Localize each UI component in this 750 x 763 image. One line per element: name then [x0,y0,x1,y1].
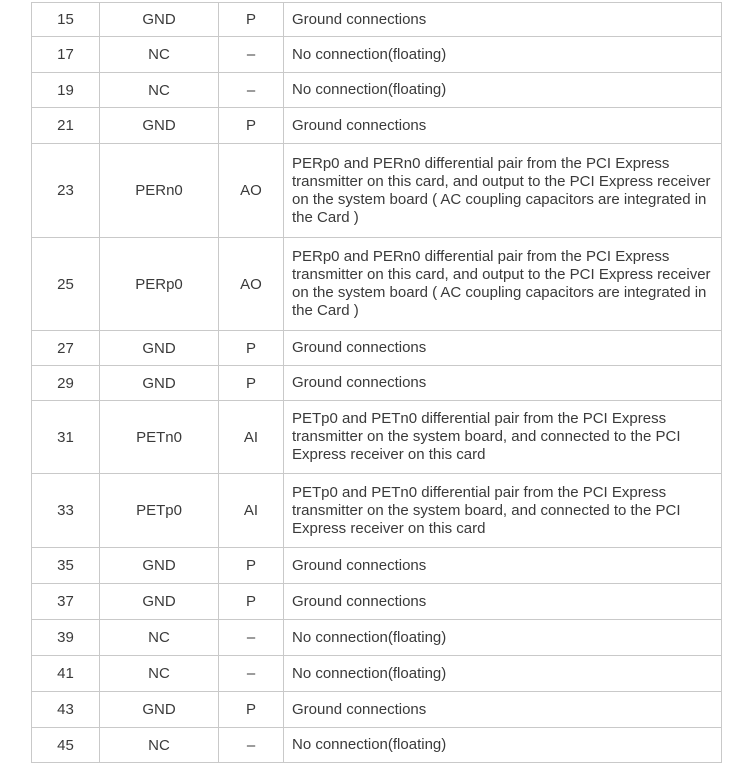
table-row [32,37,722,73]
type-cell: – [219,73,284,108]
signal-cell: GND [100,692,219,728]
type-cell: AO [219,144,284,238]
table-row [32,474,722,548]
type-cell: – [219,656,284,692]
table-row [32,144,722,238]
signal-cell: NC [100,728,219,763]
description-cell: Ground connections [284,548,722,584]
signal-cell: PETn0 [100,401,219,474]
table-row [32,366,722,401]
description-cell: Ground connections [284,366,722,401]
pin-cell: 19 [32,73,100,108]
table-row [32,3,722,37]
signal-cell: NC [100,620,219,656]
signal-cell: PERp0 [100,238,219,331]
description-cell: Ground connections [284,3,722,37]
type-cell: – [219,728,284,763]
signal-cell: GND [100,548,219,584]
description-cell: PETp0 and PETn0 differential pair from the PCI Express transmitter on the system board, and connected to the PCI Express receiver on this card [284,474,722,548]
type-cell: – [219,620,284,656]
signal-cell: GND [100,331,219,366]
signal-cell: NC [100,656,219,692]
pin-cell: 39 [32,620,100,656]
pin-cell: 45 [32,728,100,763]
signal-cell: NC [100,37,219,73]
description-cell: No connection(floating) [284,37,722,73]
type-cell: P [219,692,284,728]
table-row [32,73,722,108]
description-cell: No connection(floating) [284,73,722,108]
type-cell: P [219,3,284,37]
table-row [32,108,722,144]
type-cell: P [219,108,284,144]
pin-cell: 35 [32,548,100,584]
table-row [32,548,722,584]
description-cell: No connection(floating) [284,728,722,763]
description-cell: PETp0 and PETn0 differential pair from the PCI Express transmitter on the system board, and connected to the PCI Express receiver on this card [284,401,722,474]
table-row [32,620,722,656]
signal-cell: GND [100,3,219,37]
type-cell: P [219,331,284,366]
pin-cell: 23 [32,144,100,238]
type-cell: P [219,548,284,584]
description-cell: Ground connections [284,692,722,728]
table-row [32,728,722,763]
description-cell: Ground connections [284,108,722,144]
pin-cell: 31 [32,401,100,474]
signal-cell: GND [100,108,219,144]
table-row [32,331,722,366]
signal-cell: PERn0 [100,144,219,238]
pin-cell: 43 [32,692,100,728]
table-row [32,584,722,620]
description-cell: Ground connections [284,331,722,366]
signal-cell: GND [100,584,219,620]
pin-cell: 27 [32,331,100,366]
description-cell: No connection(floating) [284,620,722,656]
pin-cell: 37 [32,584,100,620]
pin-cell: 21 [32,108,100,144]
type-cell: – [219,37,284,73]
table-row [32,692,722,728]
pin-cell: 15 [32,3,100,37]
pin-cell: 29 [32,366,100,401]
table-row [32,656,722,692]
type-cell: AO [219,238,284,331]
pci-express-pin-assignment-table [31,2,722,763]
description-cell: Ground connections [284,584,722,620]
type-cell: P [219,584,284,620]
pin-cell: 17 [32,37,100,73]
type-cell: P [219,366,284,401]
pin-cell: 25 [32,238,100,331]
description-cell: No connection(floating) [284,656,722,692]
signal-cell: GND [100,366,219,401]
pin-table-body [32,3,722,763]
pin-cell: 33 [32,474,100,548]
description-cell: PERp0 and PERn0 differential pair from the PCI Express transmitter on this card, and output to the PCI Express receiver on the system board ( AC coupling capacitors are integrated in the Card ) [284,144,722,238]
pin-cell: 41 [32,656,100,692]
table-row [32,238,722,331]
type-cell: AI [219,401,284,474]
description-cell: PERp0 and PERn0 differential pair from the PCI Express transmitter on this card, and output to the PCI Express receiver on the system board ( AC coupling capacitors are integrated in the Card ) [284,238,722,331]
signal-cell: PETp0 [100,474,219,548]
type-cell: AI [219,474,284,548]
table-row [32,401,722,474]
signal-cell: NC [100,73,219,108]
